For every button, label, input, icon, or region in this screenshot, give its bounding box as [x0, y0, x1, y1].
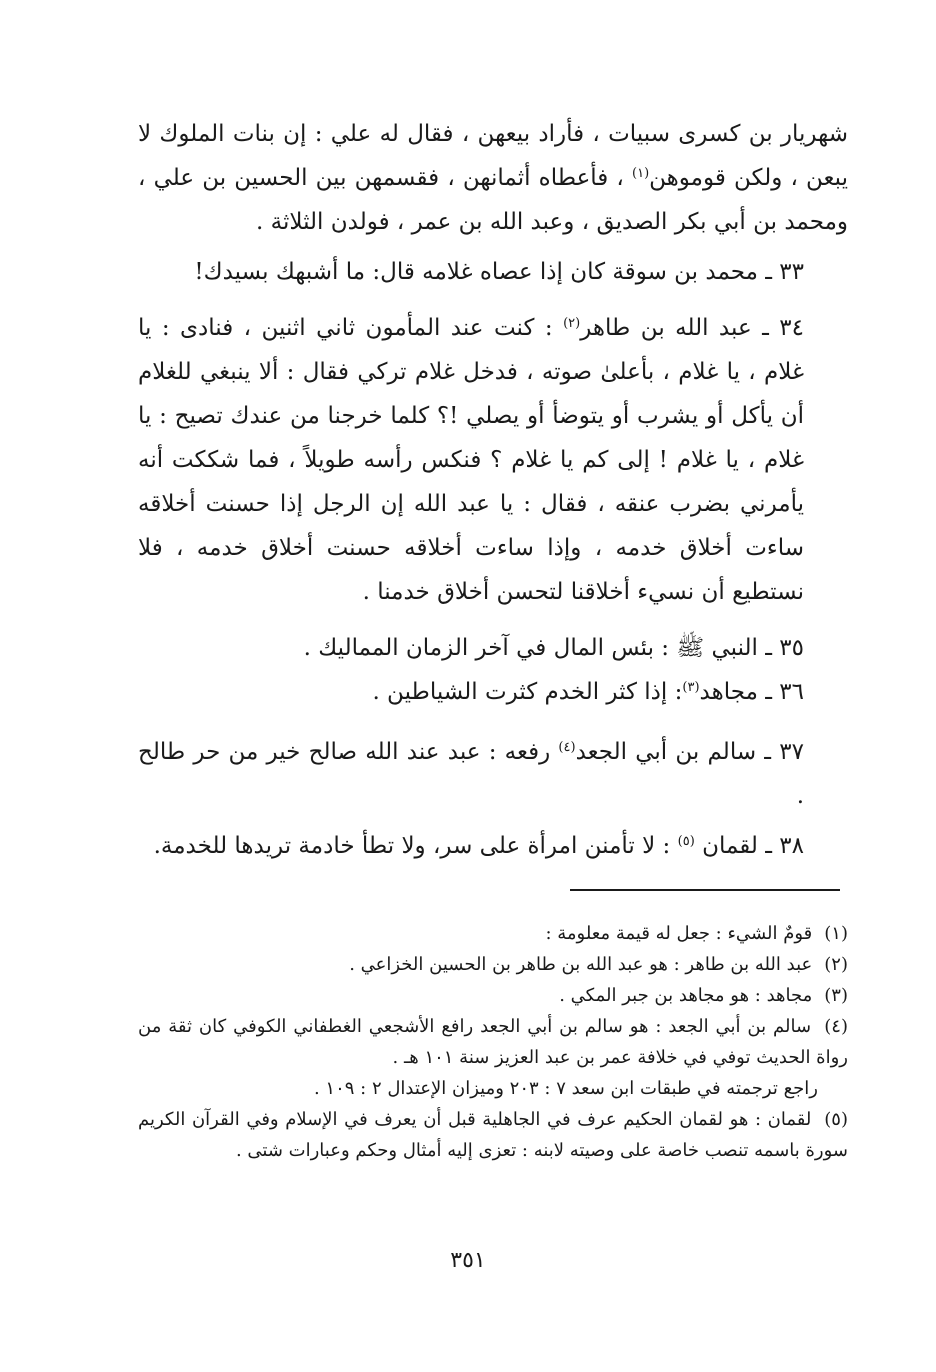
footnote-3 — [138, 980, 848, 1011]
paragraph-38 — [138, 824, 848, 868]
paragraph-35: ٣٥ ـ النبي ﷺ : بئس المال في آخر الزمان المماليك . — [303, 635, 804, 661]
paragraph-33: ٣٣ ـ محمد بن سوقة كان إذا عصاه غلامه قال: ما أشبهك بسيدك! — [194, 259, 804, 285]
footnote-number: (١) — [824, 923, 848, 944]
main-text — [138, 112, 848, 868]
p38-end: : لا تأمنن امرأة على سر، ولا تطأ خادمة تريدها للخدمة. — [153, 833, 671, 859]
footnote-ref-4: (٤) — [558, 740, 576, 755]
footnote-text: لقمان : هو لقمان الحكيم عرف في الجاهلية قبل أن يعرف في الإسلام وفي القرآن الكريم سورة باسمه تنصب خاصة على وصيته لابنه : تعزى إليه أمثال وحكم وعبارات شتى . — [138, 1109, 848, 1161]
page-number: ٣٥١ — [450, 1248, 486, 1273]
p36-start: ٣٦ ـ مجاهد — [699, 679, 804, 705]
p36-end: : إذا كثر الخدم كثرت الشياطين . — [372, 679, 683, 705]
footnote-number: (٢) — [824, 954, 848, 975]
paragraph-37 — [138, 730, 848, 818]
footnote-ref-5: (٥) — [677, 834, 695, 849]
footnote-ref-2: (٢) — [563, 316, 581, 331]
footnote-text: سالم بن أبي الجعد : هو سالم بن أبي الجعد رافع الأشجعي الغطفاني الكوفي كان ثقة من رواة الحديث توفي في خلافة عمر بن عبد العزيز سنة ١٠١ هـ . — [138, 1016, 848, 1068]
footnotes — [138, 918, 848, 1166]
p37-end: رفعه : عبد عند الله صالح خير من حر طالح . — [138, 739, 804, 809]
footnote-number: (٤) — [824, 1016, 848, 1037]
footnote-ref-1: (١) — [632, 166, 650, 181]
footnote-text: عبد الله بن طاهر : هو عبد الله بن طاهر بن الحسين الخزاعي . — [349, 954, 813, 975]
paragraph-34 — [138, 306, 848, 614]
footnote-separator — [570, 889, 840, 891]
p37-start: ٣٧ ـ سالم بن أبي الجعد — [575, 739, 804, 765]
footnote-4 — [138, 1011, 848, 1073]
p32-end: ، فأعطاه أثمانهن ، فقسمهن بين الحسين بن علي ، ومحمد بن أبي بكر الصديق ، وعبد الله بن عمر ، فولدن الثلاثة . — [138, 165, 848, 235]
footnote-text: مجاهد : هو مجاهد بن جبر المكي . — [559, 985, 813, 1006]
footnote-4-reference: راجع ترجمته في طبقات ابن سعد ٧ : ٢٠٣ وميزان الإعتدال ٢ : ١٠٩ . — [313, 1078, 818, 1099]
footnote-2 — [138, 949, 848, 980]
paragraph-32-continuation — [138, 112, 848, 244]
footnote-5 — [138, 1104, 848, 1166]
footnote-1 — [138, 918, 848, 949]
footnote-number: (٥) — [824, 1109, 848, 1130]
footnote-number: (٣) — [824, 985, 848, 1006]
p34-end: : كنت عند المأمون ثاني اثنين ، فنادى : يا غلام ، يا غلام ، بأعلىٰ صوته ، فدخل غلام تركي فقال : ألا ينبغي للغلام أن يأكل أو يشرب أو يتوضأ أو يصلي !؟ كلما خرجنا من عندك تصيح : يا غلام ، يا غلام ! إلى كم يا غلام ؟ فنكس رأسه طويلاً ، فما شككت أنه يأمرني بضرب عنقه ، فقال : يا عبد الله إن الرجل إذا حسنت أخلاقه ساءت أخلاق خدمه ، وإذا ساءت أخلاقه حسنت أخلاق خدمه ، فلا نستطيع أن نسيء أخلاقنا لتحسن أخلاق خدمنا . — [138, 315, 804, 605]
footnote-ref-3: (٣) — [682, 680, 700, 695]
p38-start: ٣٨ ـ لقمان — [702, 833, 804, 859]
p32-text: شهريار بن كسرى سبيات ، فأراد بيعهن ، فقال له علي : إن بنات الملوك لا يبعن ، ولكن قوموهن — [138, 121, 848, 191]
p34-start: ٣٤ ـ عبد الله بن طاهر — [580, 315, 805, 341]
footnote-text: قومٌ الشيء : جعل له قيمة معلومة : — [545, 923, 813, 944]
paragraph-36 — [138, 670, 848, 714]
